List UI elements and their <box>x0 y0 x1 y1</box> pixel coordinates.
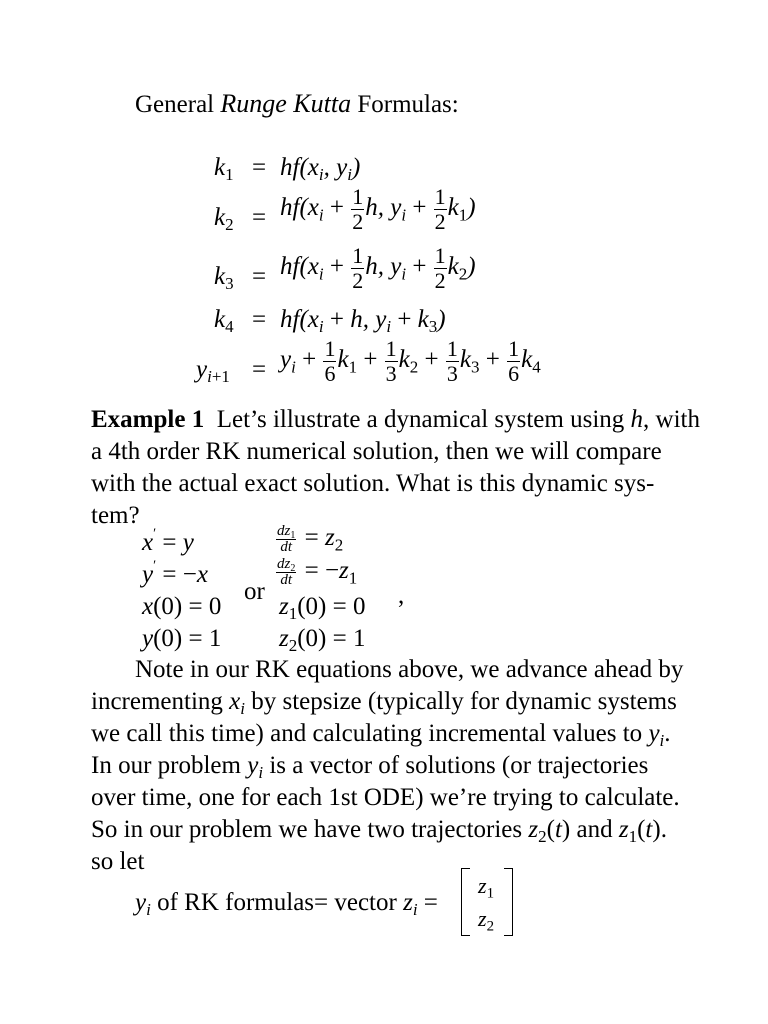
var-zi: $z_i$ <box>403 889 418 920</box>
para-l4b: is a vector of solutions (or trajectories <box>269 752 649 779</box>
final-text-a: of RK formulas= vector <box>157 889 397 916</box>
example-label: Example 1 <box>91 406 205 433</box>
vector-right-bracket <box>504 868 513 936</box>
example-line-3: with the actual exact solution. What is this dynamic sys- <box>91 470 655 497</box>
eq-k1-rhs: $hf(x_i$, $y_i$) <box>280 154 361 185</box>
eq-k2: $k_2$ <box>214 204 234 235</box>
eq-yi1: $y_{i+1}$ <box>196 356 230 387</box>
example-line-2: a 4th order RK numerical solution, then we will compare <box>91 438 662 465</box>
eq-k3-equals: = <box>252 263 267 290</box>
example-line-4: tem? <box>91 502 140 529</box>
example-text-2: , with <box>643 406 700 433</box>
para-l2b: by stepsize (typically for dynamic systems <box>251 688 677 715</box>
vector-entry-1: $z_1$ <box>478 873 495 902</box>
para-line-5: over time, one for each 1st ODE) we’re trying to calculate. <box>91 784 680 811</box>
eq-k1-equals: = <box>252 154 267 181</box>
para-line-7: so let <box>91 848 145 875</box>
var-yi-2: $y_i$ <box>247 752 264 783</box>
heading-prefix: General <box>135 91 215 118</box>
para-l4a: In our problem <box>91 752 241 779</box>
para-line-6: So in our problem we have two trajectories $z_2(t)$ and $z_1(t)$. <box>91 816 667 847</box>
para-line-1: Note in our RK equations above, we advance ahead by <box>135 656 684 683</box>
sys-alt-eq-2: $\frac{dz_2}{dt}$ = $-z_1$ <box>277 556 358 588</box>
vector-entry-2: $z_2$ <box>478 906 495 935</box>
sys-alt-eq-4: $z_2(0) = 1$ <box>279 625 366 656</box>
heading <box>135 88 459 121</box>
var-xi: $x_i$ <box>229 688 245 719</box>
example-line-1 <box>91 404 700 436</box>
para-line-4 <box>91 750 648 782</box>
eq-k4-rhs: $hf(x_i + h$, $y_i + k_3$) <box>280 306 446 337</box>
para-l6a: So in our problem we have two trajectories <box>91 816 523 843</box>
heading-suffix: Formulas: <box>357 91 459 118</box>
eq-yi1-rhs: $y_i$ + $\frac{1}{6}$ $k_1$ + $\frac{1}{3}$ $k_2$ + $\frac{1}{3}$ $k_3$ + $\frac{1}{6}$ $k_4$ <box>280 336 541 386</box>
var-yi-3: $y_i$ <box>135 889 151 920</box>
eq-k3: $k_3$ <box>214 263 234 294</box>
var-yi: $y_i$ <box>648 720 665 751</box>
eq-k3-rhs: $hf(x_i$ + $\frac{1}{2}$ h, $y_i$ + $\frac{1}{2}$ $k_2$) <box>280 243 476 293</box>
eq-k4: $k_4$ <box>214 306 234 337</box>
eq-yi1-equals: = <box>252 356 267 383</box>
sys-eq-4: y(0) = 1 <box>142 625 222 652</box>
vector-left-bracket <box>461 868 470 936</box>
para-line-3: we call this time) and calculating incremental values to $y_i$. <box>91 720 671 751</box>
eq-k2-equals: = <box>252 204 267 231</box>
example-text-1: Let’s illustrate a dynamical system using <box>216 406 625 433</box>
sys-alt-eq-1: $\frac{dz_1}{dt}$ = $z_2$ <box>277 523 344 555</box>
para-line-2 <box>91 686 677 718</box>
eq-k1: $k_1$ <box>214 154 234 185</box>
or-label: or <box>244 578 265 605</box>
example-var-h: h <box>630 406 644 433</box>
eq-k2-rhs: $hf(x_i$ + $\frac{1}{2}$ h, $y_i$ + $\frac{1}{2}$ $k_1$) <box>280 184 476 234</box>
final-line: $y_i$ of RK formulas= vector $z_i$ = <box>135 889 438 920</box>
sys-eq-3: x(0) = 0 <box>142 593 222 620</box>
system-comma: , <box>398 582 405 609</box>
sys-eq-2: y′ = −x <box>142 558 208 588</box>
sys-eq-1: x′ = y <box>142 526 194 556</box>
para-l2a: incrementing <box>91 688 223 715</box>
para-l6b: and <box>576 816 613 843</box>
heading-title-math: Runge Kutta <box>220 89 352 118</box>
var-z1t: $z_1(t)$ <box>618 816 661 847</box>
var-z2t: $z_2(t)$ <box>528 816 571 847</box>
sys-alt-eq-3: $z_1(0) = 0$ <box>279 593 366 624</box>
para-l3a: we call this time) and calculating incremental values to <box>91 720 643 747</box>
eq-k4-equals: = <box>252 306 267 333</box>
